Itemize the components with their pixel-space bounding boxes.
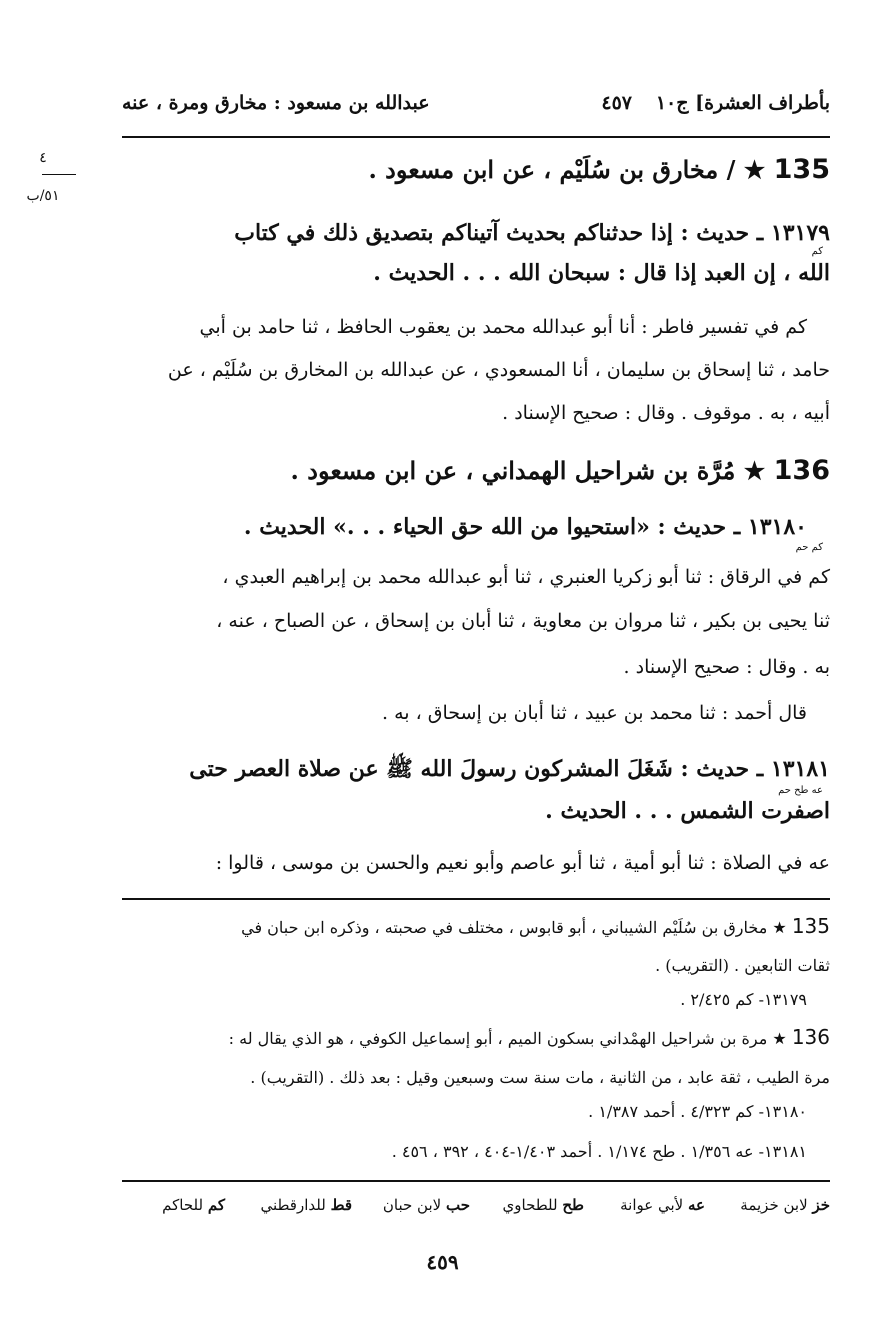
footnote-13180: ١٣١٨٠- كم ٤/٣٢٣ . أحمد ١/٣٨٧ . [588,1102,807,1121]
hadith-13179-chain-3: أبيه ، به . موقوف . وقال : صحيح الإسناد . [502,402,830,424]
section-135-heading [368,154,830,185]
margin-note-top: ٤ [39,150,47,166]
footnote-rule [122,898,830,900]
hadith-13180-line1: ١٣١٨٠ ـ حديث : «استحيوا من الله حق الحياء . . .» الحديث . [243,514,807,540]
abbreviation-legend [125,1196,830,1220]
star-icon: ★ [743,155,766,184]
footnote-number: 135 [791,914,830,938]
header-number: ٤٥٧ [601,92,632,114]
hadith-13181-line1: ١٣١٨١ ـ حديث : شَغَلَ المشركون رسولَ الله ﷺ عن صلاة العصر حتى [189,756,830,782]
running-header [122,92,830,122]
footnote-135-line2: ثقات التابعين . (التقريب) . [655,956,830,975]
header-rule [122,136,830,138]
hadith-13179-chain-1: كم في تفسير فاطر : أنا أبو عبدالله محمد بن يعقوب الحافظ ، ثنا حامد بن أبي [199,316,807,338]
legend-rule [122,1180,830,1182]
footnote-135-line1 [241,914,830,938]
hadith-13179-chain-2: حامد ، ثنا إسحاق بن سليمان ، أنا المسعودي ، عن عبدالله بن المخارق بن سُلَيْم ، عن [167,359,830,381]
header-book: بأطراف العشرة] ج١٠ [655,92,830,114]
section-title: / مخارق بن سُلَيْم ، عن ابن مسعود . [368,155,736,184]
page-number: ٤٥٩ [426,1250,459,1274]
hadith-13179-sigla: كم [811,246,823,257]
footnote-text: مخارق بن سُلَيْم الشيباني ، أبو قابوس ، مختلف في صحبته ، وذكره ابن حبان في [241,918,768,937]
legend-item: حب لابن حبان [382,1196,470,1214]
section-number: 136 [773,455,830,486]
star-icon: ★ [772,918,787,937]
margin-note-rule [42,174,76,175]
footnote-136-line2: مرة الطيب ، ثقة عابد ، من الثانية ، مات سنة ست وسبعين وقيل : بعد ذلك . (التقريب) . [250,1068,830,1087]
footnote-text: مرة بن شراحيل الهمْداني بسكون الميم ، أبو إسماعيل الكوفي ، هو الذي يقال له : [228,1029,768,1048]
hadith-13181-line2: اصفرت الشمس . . . الحديث . [545,798,830,824]
star-icon: ★ [743,456,766,485]
star-icon: ★ [772,1029,787,1048]
footnote-136-line1 [229,1025,830,1049]
legend-item: كم للحاكم [162,1196,225,1214]
hadith-13180-sigla: كم حم [795,542,823,553]
hadith-13181-chain-1: عه في الصلاة : ثنا أبو أمية ، ثنا أبو عاصم وأبو نعيم والحسن بن موسى ، قالوا : [215,852,830,874]
hadith-13179-line2: الله ، إن العبد إذا قال : سبحان الله . . . الحديث . [373,260,830,286]
footnote-13181: ١٣١٨١- عه ١/٣٥٦ . طح ١/١٧٤ . أحمد ١/٤٠٣-٤٠٤ ، ٣٩٢ ، ٤٥٦ . [391,1142,807,1161]
hadith-13180-chain-1: كم في الرقاق : ثنا أبو زكريا العنبري ، ثنا أبو عبدالله محمد بن إبراهيم العبدي ، [222,566,830,588]
footnote-13179: ١٣١٧٩- كم ٢/٤٢٥ . [680,990,807,1009]
section-number: 135 [773,154,830,185]
legend-item: عه لأبي عوانة [620,1196,705,1214]
hadith-13181-sigla: عه طح حم [778,785,823,796]
legend-item: طح للطحاوي [502,1196,584,1214]
section-title: مُرَّة بن شراحيل الهمداني ، عن ابن مسعود . [290,456,736,485]
footnote-number: 136 [791,1025,830,1049]
hadith-13180-chain-2: ثنا يحيى بن بكير ، ثنا مروان بن معاوية ، ثنا أبان بن إسحاق ، عن الصباح ، عنه ، [216,610,830,632]
hadith-13180-chain-4: قال أحمد : ثنا محمد بن عبيد ، ثنا أبان بن إسحاق ، به . [382,702,807,724]
section-136-heading [291,455,830,486]
margin-note-bottom: ٥١/ب [26,188,60,204]
hadith-13180-chain-3: به . وقال : صحيح الإسناد . [623,656,830,678]
header-title: عبدالله بن مسعود : مخارق ومرة ، عنه [122,92,430,114]
legend-item: قط للدارقطني [260,1196,352,1214]
legend-item: خز لابن خزيمة [740,1196,830,1214]
hadith-13179-line1: ١٣١٧٩ ـ حديث : إذا حدثناكم بحديث آتيناكم بتصديق ذلك في كتاب [234,220,830,246]
